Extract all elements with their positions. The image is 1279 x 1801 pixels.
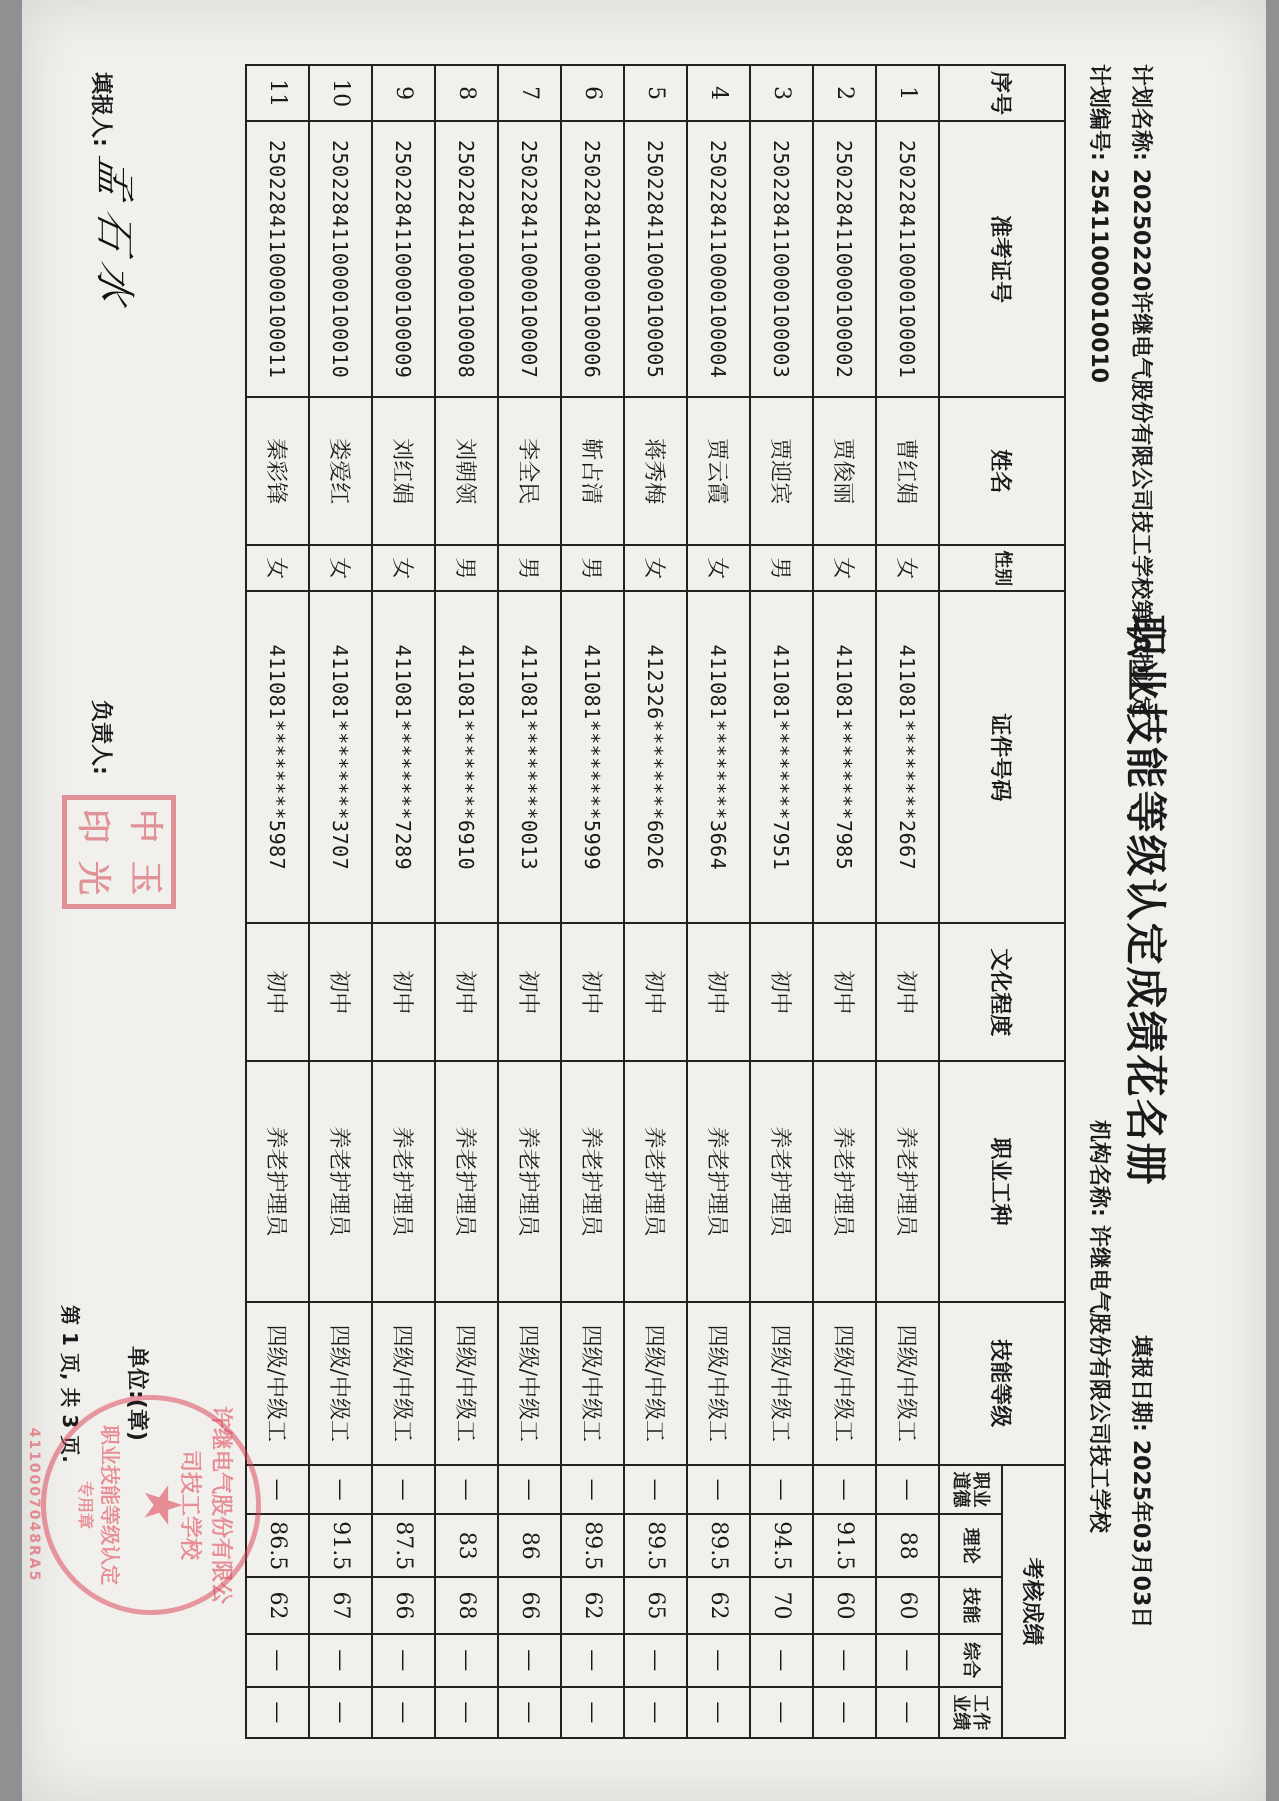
cell-id-no: 411081********5987	[246, 591, 309, 923]
cell-name: 贾迎宾	[750, 397, 813, 545]
cell-seq: 9	[372, 65, 435, 121]
cell-occupation: 养老护理员	[435, 1061, 498, 1301]
cell-overall: —	[813, 1634, 876, 1687]
cell-seq: 7	[498, 65, 561, 121]
cell-skill: 62	[561, 1577, 624, 1633]
header-seq: 序号	[939, 65, 1065, 121]
cell-gender: 女	[246, 545, 309, 591]
cell-performance: —	[624, 1687, 687, 1738]
cell-id-no: 411081********3664	[687, 591, 750, 923]
cell-name: 刘朝领	[435, 397, 498, 545]
cell-theory: 91.5	[309, 1514, 372, 1577]
header-skill: 技能	[939, 1577, 1002, 1633]
page-info: 第 1 页, 共 3 页.	[58, 1305, 82, 1463]
cell-name: 靳占清	[561, 397, 624, 545]
cell-ethics: —	[309, 1465, 372, 1514]
cell-performance: —	[435, 1687, 498, 1738]
cell-overall: —	[624, 1634, 687, 1687]
cell-skill: 67	[309, 1577, 372, 1633]
cell-seq: 8	[435, 65, 498, 121]
cell-ethics: —	[246, 1465, 309, 1514]
cell-gender: 女	[624, 545, 687, 591]
cell-gender: 女	[372, 545, 435, 591]
table-row	[750, 65, 813, 1738]
cell-theory: 89.5	[561, 1514, 624, 1577]
cell-level: 四级/中级工	[435, 1302, 498, 1466]
cell-education: 初中	[246, 923, 309, 1061]
cell-performance: —	[876, 1687, 939, 1738]
cell-skill: 68	[435, 1577, 498, 1633]
unit-seal-label: 单位:(章)	[124, 1346, 149, 1441]
cell-occupation: 养老护理员	[309, 1061, 372, 1301]
cell-education: 初中	[372, 923, 435, 1061]
table-header	[939, 65, 1065, 1738]
cell-ethics: —	[624, 1465, 687, 1514]
cell-gender: 男	[750, 545, 813, 591]
cell-level: 四级/中级工	[309, 1302, 372, 1466]
cell-performance: —	[813, 1687, 876, 1738]
cell-seq: 2	[813, 65, 876, 121]
header-name: 姓名	[939, 397, 1065, 545]
header-performance: 工作业绩	[939, 1687, 1002, 1738]
header-ethics: 职业道德	[939, 1465, 1002, 1514]
filler-label: 填报人:	[88, 72, 113, 147]
cell-theory: 86.5	[246, 1514, 309, 1577]
cell-theory: 89.5	[624, 1514, 687, 1577]
cell-gender: 女	[687, 545, 750, 591]
official-round-seal: 许继电气股份有限公司技工学校 ★ 职业技能等级认定 专用章 4110007048RA5	[41, 1395, 261, 1615]
cell-theory: 87.5	[372, 1514, 435, 1577]
cell-performance: —	[687, 1687, 750, 1738]
cell-occupation: 养老护理员	[687, 1061, 750, 1301]
table-row	[498, 65, 561, 1738]
cell-name: 秦彩锋	[246, 397, 309, 545]
cell-exam-no: 2502284110000100010	[309, 121, 372, 397]
cell-overall: —	[435, 1634, 498, 1687]
table-row	[309, 65, 372, 1738]
cell-level: 四级/中级工	[876, 1302, 939, 1466]
cell-name: 娄爱红	[309, 397, 372, 545]
cell-seq: 3	[750, 65, 813, 121]
table-row	[624, 65, 687, 1738]
cell-ethics: —	[687, 1465, 750, 1514]
cell-level: 四级/中级工	[246, 1302, 309, 1466]
cell-skill: 60	[876, 1577, 939, 1633]
cell-gender: 女	[876, 545, 939, 591]
cell-occupation: 养老护理员	[876, 1061, 939, 1301]
cell-occupation: 养老护理员	[813, 1061, 876, 1301]
cell-skill: 70	[750, 1577, 813, 1633]
cell-theory: 86	[498, 1514, 561, 1577]
cell-id-no: 411081********7289	[372, 591, 435, 923]
cell-seq: 5	[624, 65, 687, 121]
cell-overall: —	[498, 1634, 561, 1687]
cell-skill: 65	[624, 1577, 687, 1633]
cell-gender: 女	[309, 545, 372, 591]
cell-ethics: —	[498, 1465, 561, 1514]
cell-skill: 62	[246, 1577, 309, 1633]
cell-level: 四级/中级工	[813, 1302, 876, 1466]
cell-seq: 6	[561, 65, 624, 121]
cell-seq: 11	[246, 65, 309, 121]
cell-skill: 62	[687, 1577, 750, 1633]
cell-overall: —	[372, 1634, 435, 1687]
cell-theory: 91.5	[813, 1514, 876, 1577]
cell-education: 初中	[813, 923, 876, 1061]
cell-occupation: 养老护理员	[246, 1061, 309, 1301]
cell-exam-no: 2502284110000100002	[813, 121, 876, 397]
cell-level: 四级/中级工	[498, 1302, 561, 1466]
plan-name: 计划名称:20250220许继电气股份有限公司技工学校第10批认定	[1128, 64, 1153, 718]
cell-theory: 94.5	[750, 1514, 813, 1577]
cell-ethics: —	[813, 1465, 876, 1514]
organization-name: 机构名称:许继电气股份有限公司技工学校	[1086, 1120, 1111, 1533]
cell-overall: —	[246, 1634, 309, 1687]
cell-performance: —	[372, 1687, 435, 1738]
cell-exam-no: 2502284110000100003	[750, 121, 813, 397]
cell-occupation: 养老护理员	[561, 1061, 624, 1301]
header-occupation: 职业工种	[939, 1061, 1065, 1301]
cell-exam-no: 2502284110000100008	[435, 121, 498, 397]
personal-seal-stamp: 中 玉 印 光	[62, 795, 176, 909]
cell-name: 蒋秀梅	[624, 397, 687, 545]
cell-skill: 60	[813, 1577, 876, 1633]
cell-overall: —	[750, 1634, 813, 1687]
header-gender: 性别	[939, 545, 1065, 591]
cell-education: 初中	[498, 923, 561, 1061]
cell-id-no: 411081********3707	[309, 591, 372, 923]
header-level: 技能等级	[939, 1302, 1065, 1466]
cell-education: 初中	[687, 923, 750, 1061]
cell-performance: —	[750, 1687, 813, 1738]
cell-education: 初中	[561, 923, 624, 1061]
cell-occupation: 养老护理员	[624, 1061, 687, 1301]
header-id-no: 证件号码	[939, 591, 1065, 923]
cell-name: 李全民	[498, 397, 561, 545]
cell-seq: 1	[876, 65, 939, 121]
table-row	[813, 65, 876, 1738]
header-overall: 综合	[939, 1634, 1002, 1687]
cell-gender: 男	[498, 545, 561, 591]
header-theory: 理论	[939, 1514, 1002, 1577]
cell-education: 初中	[435, 923, 498, 1061]
seal-star-icon: ★	[132, 1481, 192, 1529]
table-row	[876, 65, 939, 1738]
table-row	[372, 65, 435, 1738]
cell-level: 四级/中级工	[561, 1302, 624, 1466]
cell-gender: 男	[561, 545, 624, 591]
header-education: 文化程度	[939, 923, 1065, 1061]
table-body	[246, 65, 939, 1738]
cell-id-no: 411081********6910	[435, 591, 498, 923]
cell-performance: —	[498, 1687, 561, 1738]
cell-id-no: 411081********7951	[750, 591, 813, 923]
fill-date: 填报日期:2025年03月03日	[1128, 1335, 1153, 1629]
cell-education: 初中	[750, 923, 813, 1061]
cell-level: 四级/中级工	[372, 1302, 435, 1466]
cell-name: 刘红娟	[372, 397, 435, 545]
cell-ethics: —	[750, 1465, 813, 1514]
cell-exam-no: 2502284110000100004	[687, 121, 750, 397]
cell-occupation: 养老护理员	[372, 1061, 435, 1301]
cell-education: 初中	[624, 923, 687, 1061]
cell-occupation: 养老护理员	[750, 1061, 813, 1301]
paper-sheet	[22, 0, 1266, 1801]
rotated-document	[22, 0, 1266, 1801]
table-row	[687, 65, 750, 1738]
cell-overall: —	[876, 1634, 939, 1687]
cell-exam-no: 2502284110000100011	[246, 121, 309, 397]
cell-ethics: —	[435, 1465, 498, 1514]
cell-name: 贾俊丽	[813, 397, 876, 545]
cell-id-no: 411081********2667	[876, 591, 939, 923]
cell-name: 曹红娟	[876, 397, 939, 545]
plan-number: 计划编号:25411000010010	[1086, 64, 1111, 384]
cell-id-no: 411081********0013	[498, 591, 561, 923]
table-row	[561, 65, 624, 1738]
cell-performance: —	[561, 1687, 624, 1738]
cell-level: 四级/中级工	[687, 1302, 750, 1466]
cell-ethics: —	[876, 1465, 939, 1514]
cell-ethics: —	[372, 1465, 435, 1514]
cell-gender: 男	[435, 545, 498, 591]
cell-skill: 66	[372, 1577, 435, 1633]
cell-performance: —	[246, 1687, 309, 1738]
cell-theory: 89.5	[687, 1514, 750, 1577]
cell-exam-no: 2502284110000100005	[624, 121, 687, 397]
cell-id-no: 411081********7985	[813, 591, 876, 923]
cell-exam-no: 2502284110000100007	[498, 121, 561, 397]
cell-ethics: —	[561, 1465, 624, 1514]
cell-gender: 女	[813, 545, 876, 591]
cell-overall: —	[687, 1634, 750, 1687]
cell-exam-no: 2502284110000100009	[372, 121, 435, 397]
cell-performance: —	[309, 1687, 372, 1738]
cell-name: 贾云霞	[687, 397, 750, 545]
cell-overall: —	[561, 1634, 624, 1687]
table-row	[435, 65, 498, 1738]
cell-occupation: 养老护理员	[498, 1061, 561, 1301]
cell-exam-no: 2502284110000100001	[876, 121, 939, 397]
cell-theory: 88	[876, 1514, 939, 1577]
cell-seq: 4	[687, 65, 750, 121]
filler-signature: 孟 石 水	[91, 152, 137, 308]
cell-overall: —	[309, 1634, 372, 1687]
cell-theory: 83	[435, 1514, 498, 1577]
cell-education: 初中	[309, 923, 372, 1061]
cell-skill: 66	[498, 1577, 561, 1633]
responsible-label: 负责人:	[88, 700, 113, 775]
document-title: 职业技能等级认定成绩花名册	[1121, 614, 1170, 1187]
score-roster-table	[245, 64, 1066, 1739]
cell-level: 四级/中级工	[624, 1302, 687, 1466]
cell-level: 四级/中级工	[750, 1302, 813, 1466]
cell-id-no: 411081********5999	[561, 591, 624, 923]
header-exam-no: 准考证号	[939, 121, 1065, 397]
cell-exam-no: 2502284110000100006	[561, 121, 624, 397]
cell-seq: 10	[309, 65, 372, 121]
cell-id-no: 412326********6026	[624, 591, 687, 923]
header-scores-group: 考核成绩	[1002, 1465, 1065, 1738]
cell-education: 初中	[876, 923, 939, 1061]
